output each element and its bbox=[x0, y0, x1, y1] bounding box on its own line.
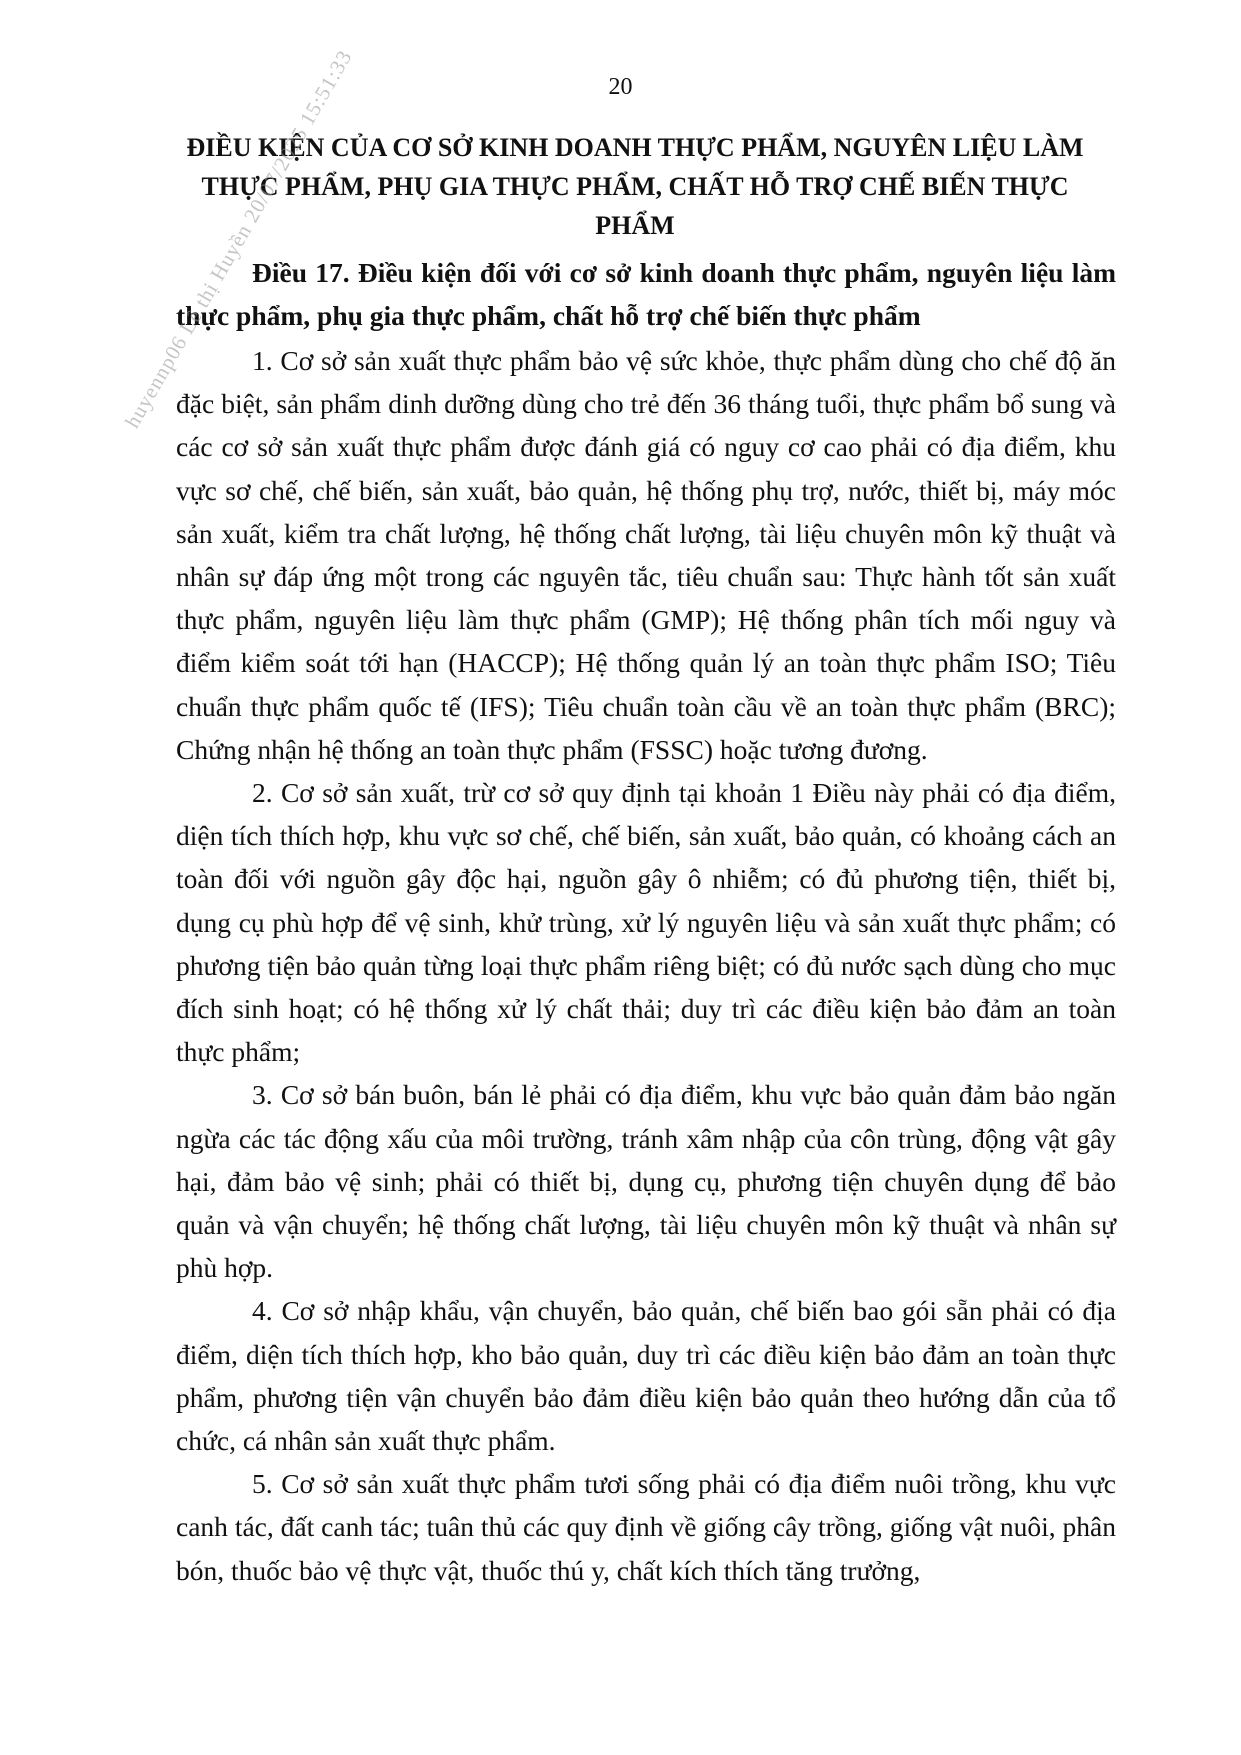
chapter-title: ĐIỀU KIỆN CỦA CƠ SỞ KINH DOANH THỰC PHẨM, NGUYÊN LIỆU LÀM THỰC PHẨM, PHỤ GIA THỰC PHẨM, CHẤT HỖ TRỢ CHẾ BIẾN THỰC PHẨM bbox=[186, 133, 1084, 240]
article-title: Điều 17. Điều kiện đối với cơ sở kinh doanh thực phẩm, nguyên liệu làm thực phẩm, phụ gia thực phẩm, chất hỗ trợ chế biến thực phẩm bbox=[176, 257, 1116, 331]
page-number: 20 bbox=[608, 74, 633, 100]
article-body bbox=[176, 339, 1116, 1592]
paragraph-clause-3: 3. Cơ sở bán buôn, bán lẻ phải có địa điểm, khu vực bảo quản đảm bảo ngăn ngừa các tác động xấu của môi trường, tránh xâm nhập của côn trùng, động vật gây hại, đảm bảo vệ sinh; phải có thiết bị, dụng cụ, phương tiện chuyên dụng để bảo quản và vận chuyển; hệ thống chất lượng, tài liệu chuyên môn kỹ thuật và nhân sự phù hợp. bbox=[176, 1079, 1116, 1284]
paragraph-clause-4: 4. Cơ sở nhập khẩu, vận chuyển, bảo quản, chế biến bao gói sẵn phải có địa điểm, diện tích thích hợp, kho bảo quản, duy trì các điều kiện bảo đảm an toàn thực phẩm, phương tiện vận chuyển bảo đảm điều kiện bảo quản theo hướng dẫn của tổ chức, cá nhân sản xuất thực phẩm. bbox=[176, 1295, 1116, 1457]
paragraph-clause-5: 5. Cơ sở sản xuất thực phẩm tươi sống phải có địa điểm nuôi trồng, khu vực canh tác, đất canh tác; tuân thủ các quy định về giống cây trồng, giống vật nuôi, phân bón, thuốc bảo vệ thực vật, thuốc thú y, chất kích thích tăng trưởng, bbox=[176, 1468, 1116, 1586]
paragraph-clause-2: 2. Cơ sở sản xuất, trừ cơ sở quy định tại khoản 1 Điều này phải có địa điểm, diện tích thích hợp, khu vực sơ chế, chế biến, sản xuất, bảo quản, có khoảng cách an toàn đối với nguồn gây độc hại, nguồn gây ô nhiễm; có đủ phương tiện, thiết bị, dụng cụ phù hợp để vệ sinh, khử trùng, xử lý nguyên liệu và sản xuất thực phẩm; có phương tiện bảo quản từng loại thực phẩm riêng biệt; có đủ nước sạch dùng cho mục đích sinh hoạt; có hệ thống xử lý chất thải; duy trì các điều kiện bảo đảm an toàn thực phẩm; bbox=[176, 777, 1116, 1068]
paragraph-clause-1: 1. Cơ sở sản xuất thực phẩm bảo vệ sức khỏe, thực phẩm dùng cho chế độ ăn đặc biệt, sản phẩm dinh dưỡng dùng cho trẻ đến 36 tháng tuổi, thực phẩm bổ sung và các cơ sở sản xuất thực phẩm được đánh giá có nguy cơ cao phải có địa điểm, khu vực sơ chế, chế biến, sản xuất, bảo quản, hệ thống phụ trợ, nước, thiết bị, máy móc sản xuất, kiểm tra chất lượng, hệ thống chất lượng, tài liệu chuyên môn kỹ thuật và nhân sự đáp ứng một trong các nguyên tắc, tiêu chuẩn sau: Thực hành tốt sản xuất thực phẩm, nguyên liệu làm thực phẩm (GMP); Hệ thống phân tích mối nguy và điểm kiểm soát tới hạn (HACCP); Hệ thống quản lý an toàn thực phẩm ISO; Tiêu chuẩn thực phẩm quốc tế (IFS); Tiêu chuẩn toàn cầu về an toàn thực phẩm (BRC); Chứng nhận hệ thống an toàn thực phẩm (FSSC) hoặc tương đương. bbox=[176, 345, 1116, 765]
watermark: huyennp06 Lê thị Huyền 20/07/2025 15:51:33 bbox=[120, 45, 357, 432]
